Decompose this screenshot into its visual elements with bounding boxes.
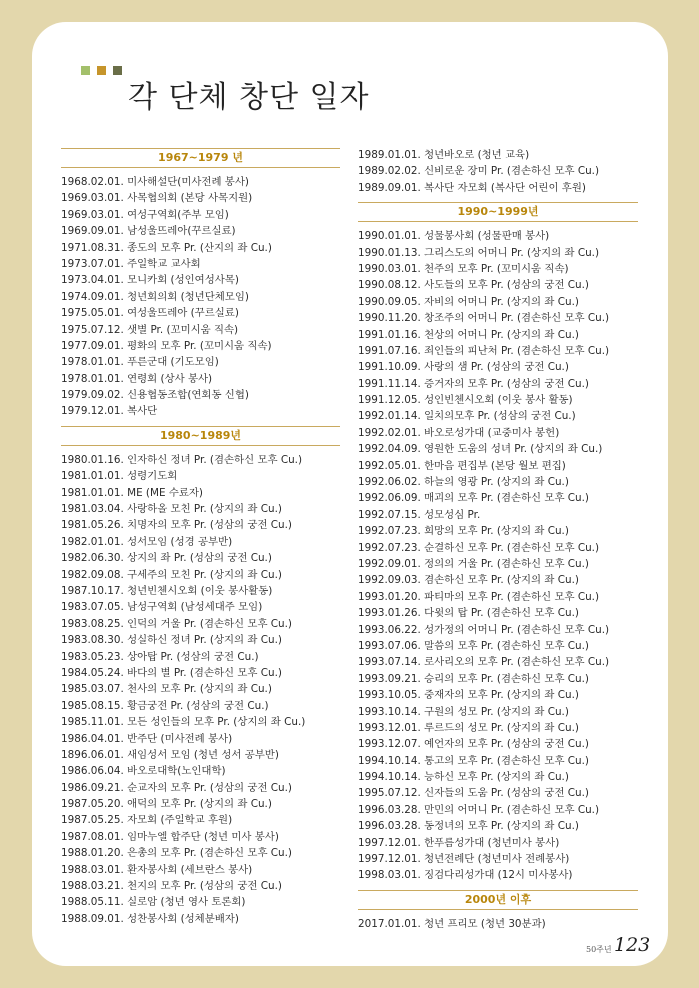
- section-2000-after: [358, 890, 638, 932]
- entry-line: 1988.01.20. 은총의 모후 Pr. (겸손하신 모후 Cu.): [61, 847, 292, 860]
- entry-line: 1968.02.01. 미사해설단(미사전례 봉사): [61, 176, 249, 188]
- entry-line: 1995.07.12. 신자들의 도움 Pr. (성삼의 궁전 Cu.): [358, 787, 589, 800]
- entry-line: 1989.09.01. 복사단 자모회 (복사단 어린이 후원): [358, 181, 586, 194]
- entry-line: 1992.09.01. 정의의 거울 Pr. (겸손하신 모후 Cu.): [358, 557, 589, 570]
- section-1980-1989: [61, 426, 340, 927]
- decor-square-olive: [113, 66, 122, 75]
- entry-line: 2017.01.01. 청년 프리모 (청년 30분과): [358, 917, 546, 930]
- section-heading: 1990~1999년: [358, 202, 638, 222]
- entry-line: 1986.09.21. 순교자의 모후 Pr. (성삼의 궁전 Cu.): [61, 781, 292, 794]
- entry-line: 1993.10.05. 중재자의 모후 Pr. (상지의 좌 Cu.): [358, 689, 579, 702]
- entry-line: 1969.09.01. 남성울뜨레아(꾸르실료): [61, 225, 236, 238]
- entry-line: 1990.09.05. 자비의 어머니 Pr. (상지의 좌 Cu.): [358, 295, 579, 308]
- section-heading: 1967~1979 년: [61, 148, 340, 168]
- entry-line: 1992.07.23. 희망의 모후 Pr. (상지의 좌 Cu.): [358, 525, 569, 538]
- entry-line: 1996.03.28. 만민의 어머니 Pr. (겸손하신 모후 Cu.): [358, 803, 600, 816]
- entry-line: 1969.03.01. 사목협의회 (본당 사목지원): [61, 192, 253, 205]
- entry-line: 1987.08.01. 임마누엘 합주단 (청년 미사 봉사): [61, 830, 279, 843]
- entry-line: 1985.03.07. 천사의 모후 Pr. (상지의 좌 Cu.): [61, 683, 272, 696]
- entry-line: 1973.04.01. 모니카회 (성인여성사목): [61, 274, 239, 287]
- entry-line: 1980.01.16. 인자하신 정녀 Pr. (겸손하신 모후 Cu.): [61, 453, 303, 466]
- entry-line: 1992.07.23. 순결하신 모후 Pr. (겸손하신 모후 Cu.): [358, 541, 600, 554]
- entry-line: 1981.01.01. ME (ME 수료자): [61, 486, 203, 499]
- entry-line: 1992.06.02. 하늘의 영광 Pr. (상지의 좌 Cu.): [358, 476, 569, 489]
- entry-line: 1989.01.01. 청년바오로 (청년 교육): [358, 149, 530, 161]
- entry-line: 1989.02.02. 신비로운 장미 Pr. (겸손하신 모후 Cu.): [358, 165, 600, 178]
- entry-list: [358, 228, 638, 884]
- entry-line: 1991.11.14. 증거자의 모후 Pr. (성삼의 궁전 Cu.): [358, 377, 589, 390]
- entry-line: 1990.08.12. 사도들의 모후 Pr. (성삼의 궁전 Cu.): [358, 279, 589, 292]
- entry-line: 1990.11.20. 창조주의 어머니 Pr. (겸손하신 모후 Cu.): [358, 312, 610, 325]
- entry-line: 1977.09.01. 평화의 모후 Pr. (꼬미시움 직속): [61, 339, 272, 352]
- section-heading: 2000년 이후: [358, 890, 638, 910]
- entry-line: 1983.08.30. 성실하신 정녀 Pr. (상지의 좌 Cu.): [61, 634, 282, 647]
- entry-line: 1981.01.01. 성령기도회: [61, 470, 178, 483]
- entry-line: 1998.03.01. 징검다리성가대 (12시 미사봉사): [358, 869, 573, 882]
- entry-line: 1982.01.01. 성서모임 (성경 공부반): [61, 535, 233, 548]
- section-1967-1979: [61, 148, 340, 420]
- entry-line: 1993.01.20. 파티마의 모후 Pr. (겸손하신 모후 Cu.): [358, 590, 600, 603]
- section-1990-1999: [358, 202, 638, 884]
- entry-line: 1981.05.26. 치명자의 모후 Pr. (성삼의 궁전 Cu.): [61, 519, 292, 532]
- entry-line: 1979.12.01. 복사단: [61, 405, 158, 418]
- entry-line: 1994.10.14. 능하신 모후 Pr. (상지의 좌 Cu.): [358, 771, 569, 784]
- entry-list: [61, 452, 340, 927]
- entry-line: 1988.05.11. 실로암 (청년 영사 토론회): [61, 896, 246, 909]
- entry-line: 1983.07.05. 남성구역회 (남성세대주 모임): [61, 601, 263, 614]
- entry-line: 1983.08.25. 인덕의 거울 Pr. (겸손하신 모후 Cu.): [61, 617, 292, 630]
- entry-line: 1975.07.12. 샛별 Pr. (꼬미시움 직속): [61, 323, 239, 336]
- entry-line: 1974.09.01. 청년회의회 (청년단체모임): [61, 290, 249, 303]
- entry-line: 1992.01.14. 일치의모후 Pr. (성삼의 궁전 Cu.): [358, 410, 576, 423]
- entry-line: 1993.06.22. 성가정의 어머니 Pr. (겸손하신 모후 Cu.): [358, 623, 610, 636]
- entry-line: 1992.05.01. 한마음 편집부 (본당 월보 편집): [358, 459, 566, 472]
- entry-line: 1978.01.01. 연령회 (상사 봉사): [61, 372, 213, 385]
- entry-line: 1993.12.07. 예언자의 모후 Pr. (성삼의 궁전 Cu.): [358, 738, 589, 751]
- entry-line: 1983.05.23. 상아탑 Pr. (성삼의 궁전 Cu.): [61, 650, 259, 663]
- entry-line: 1982.06.30. 상지의 좌 Pr. (성삼의 궁전 Cu.): [61, 552, 272, 565]
- entry-line: 1992.04.09. 영원한 도움의 성녀 Pr. (상지의 좌 Cu.): [358, 443, 603, 456]
- entry-line: 1992.06.09. 매괴의 모후 Pr. (겸손하신 모후 Cu.): [358, 492, 589, 505]
- entry-line: 1978.01.01. 푸른군대 (기도모임): [61, 356, 219, 369]
- entry-line: 1997.12.01. 청년전례단 (청년미사 전례봉사): [358, 853, 570, 866]
- entry-line: 1896.06.01. 새임성서 모임 (청년 성서 공부반): [61, 748, 279, 761]
- entry-line: 1993.09.21. 승리의 모후 Pr. (겸손하신 모후 Cu.): [358, 672, 589, 685]
- decor-square-green: [81, 66, 90, 75]
- entry-line: 1988.09.01. 성찬봉사회 (성체분배자): [61, 912, 239, 925]
- entry-line: 1971.08.31. 종도의 모후 Pr. (산지의 좌 Cu.): [61, 241, 272, 254]
- entry-line: 1984.05.24. 바다의 별 Pr. (겸손하신 모후 Cu.): [61, 666, 282, 679]
- entry-list: [358, 916, 638, 932]
- page-title: 각 단체 창단 일자: [128, 80, 370, 115]
- decor-square-gold: [97, 66, 106, 75]
- entry-line: 1993.12.01. 루르드의 성모 Pr. (상지의 좌 Cu.): [358, 721, 579, 734]
- entry-line: 1990.03.01. 천주의 모후 Pr. (꼬미시움 직속): [358, 262, 569, 275]
- entry-line: 1975.05.01. 여성울뜨레아 (꾸르실료): [61, 307, 239, 320]
- entry-line: 1973.07.01. 주일학교 교사회: [61, 257, 201, 270]
- entry-line: 1981.03.04. 사랑하올 모친 Pr. (상지의 좌 Cu.): [61, 503, 282, 516]
- entry-line: 1993.01.26. 다윗의 탑 Pr. (겸손하신 모후 Cu.): [358, 607, 579, 620]
- entry-line: 1993.10.14. 구원의 성모 Pr. (상지의 좌 Cu.): [358, 705, 569, 718]
- footer-label: 50주년: [586, 945, 612, 954]
- entry-line: 1991.01.16. 천상의 어머니 Pr. (상지의 좌 Cu.): [358, 328, 579, 341]
- left-column: [61, 142, 340, 927]
- entry-line: 1985.08.15. 황금궁전 Pr. (성삼의 궁전 Cu.): [61, 699, 269, 712]
- entry-line: 1987.10.17. 청년빈첸시오회 (이웃 봉사활동): [61, 584, 273, 597]
- entry-line: 1990.01.13. 그리스도의 어머니 Pr. (상지의 좌 Cu.): [358, 246, 600, 259]
- entry-line: 1986.06.04. 바오로대학(노인대학): [61, 765, 226, 778]
- section-heading: 1980~1989년: [61, 426, 340, 446]
- entry-line: 1988.03.01. 환자봉사회 (세브란스 봉사): [61, 863, 253, 876]
- entry-line: 1979.09.02. 신용협동조합(연회동 신협): [61, 389, 249, 402]
- entry-line: 1991.10.09. 사랑의 샘 Pr. (성삼의 궁전 Cu.): [358, 361, 569, 374]
- entry-line: 1991.12.05. 성인빈첸시오회 (이웃 봉사 활동): [358, 394, 573, 407]
- entry-line: 1987.05.20. 애덕의 모후 Pr. (상지의 좌 Cu.): [61, 798, 272, 811]
- entry-line: 1986.04.01. 반주단 (미사전례 봉사): [61, 732, 233, 745]
- entry-line: 1992.07.15. 성모성심 Pr.: [358, 508, 481, 521]
- entry-line: 1994.10.14. 통고의 모후 Pr. (겸손하신 모후 Cu.): [358, 754, 589, 767]
- entry-line: 1988.03.21. 천지의 모후 Pr. (성삼의 궁전 Cu.): [61, 880, 282, 893]
- entry-line: 1987.05.25. 자모회 (주일학교 후원): [61, 814, 233, 827]
- entry-line: 1993.07.14. 로사리오의 모후 Pr. (겸손하신 모후 Cu.): [358, 656, 610, 669]
- entry-list: [61, 174, 340, 420]
- right-column: [358, 147, 638, 932]
- entry-line: 1985.11.01. 모든 성인들의 모후 Pr. (상지의 좌 Cu.): [61, 716, 306, 729]
- entry-line: 1993.07.06. 말씀의 모후 Pr. (겸손하신 모후 Cu.): [358, 639, 589, 652]
- entry-line: 1997.12.01. 한푸름성가대 (청년미사 봉사): [358, 836, 560, 849]
- entry-line: 1982.09.08. 구세주의 모친 Pr. (상지의 좌 Cu.): [61, 568, 282, 581]
- entry-line: 1992.02.01. 바오로성가대 (교중미사 봉헌): [358, 426, 560, 439]
- entry-line: 1969.03.01. 여성구역회(주부 모임): [61, 208, 229, 221]
- entry-line: 1996.03.28. 동정녀의 모후 Pr. (상지의 좌 Cu.): [358, 820, 579, 833]
- entry-line: 1992.09.03. 겸손하신 모후 Pr. (상지의 좌 Cu.): [358, 574, 579, 587]
- entry-line: 1990.01.01. 성물봉사회 (성물판매 봉사): [358, 230, 550, 243]
- entry-line: 1991.07.16. 죄인들의 피난처 Pr. (겸손하신 모후 Cu.): [358, 344, 610, 357]
- page-number: 123: [614, 934, 651, 956]
- entry-list: [358, 147, 638, 196]
